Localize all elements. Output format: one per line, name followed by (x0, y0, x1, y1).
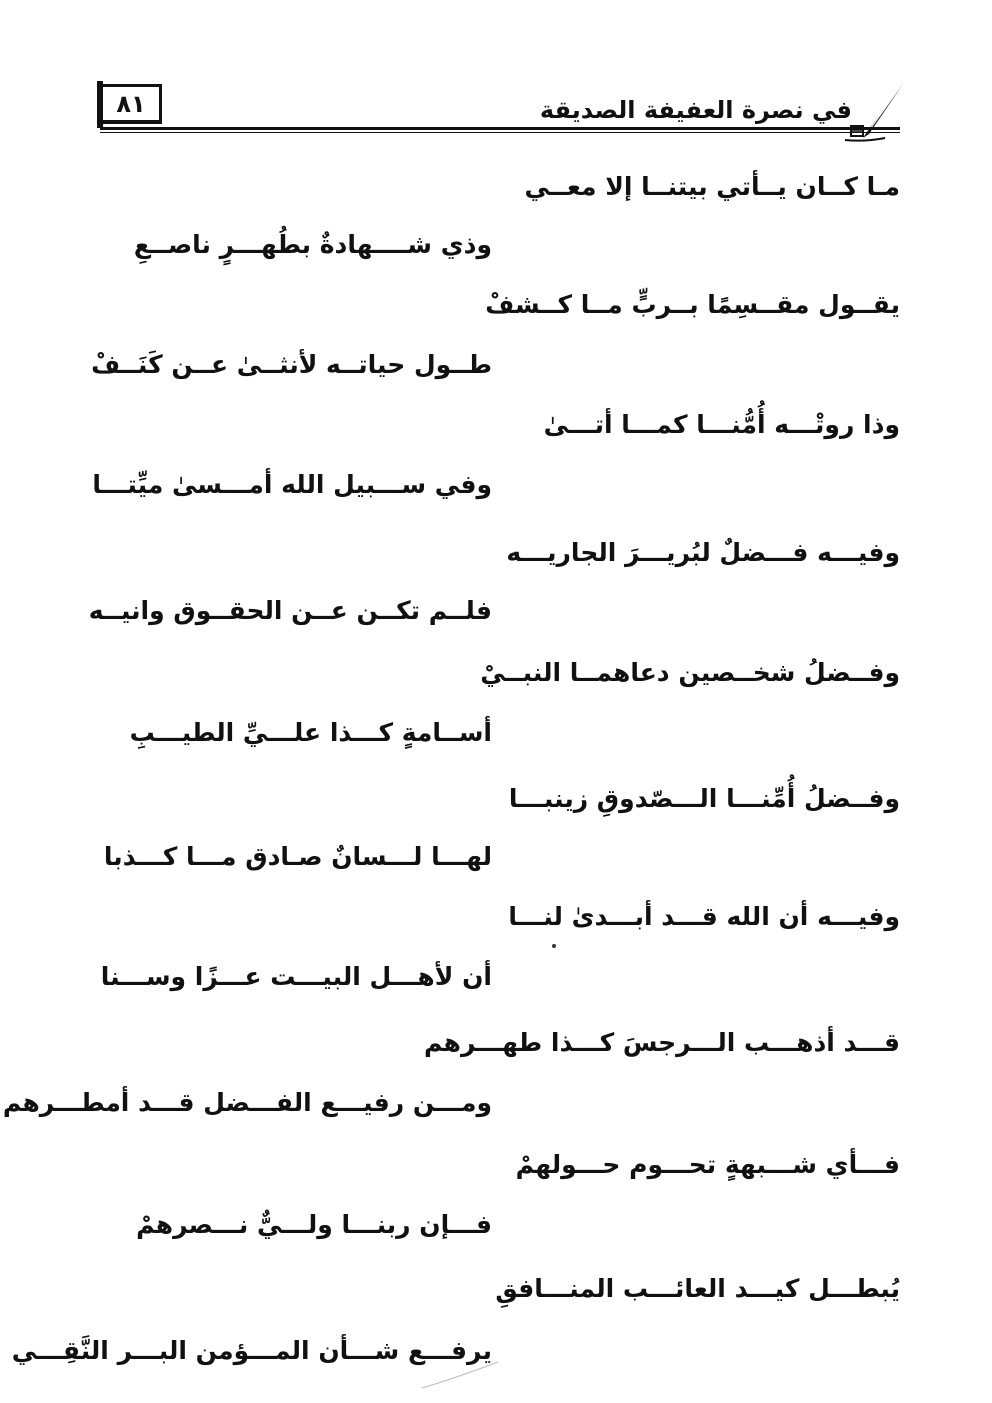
verse-line: مـا كــان يــأتي بيتنــا إلا معــي (524, 172, 900, 201)
verse-line: فـــأي شـــبهةٍ تحـــوم حـــولهمْ (515, 1150, 900, 1179)
verse-line: وفيـــه فـــضلٌ لبُريـــرَ الجاريـــه (506, 538, 900, 567)
book-title: في نصرة العفيفة الصديقة (539, 96, 852, 124)
verse-line: ومـــن رفيـــع الفـــضل قـــد أمطـــرهم (2, 1088, 492, 1117)
verse-line: أن لأهـــل البيـــت عـــزًا وســـنا (100, 962, 492, 991)
ink-dot (552, 944, 556, 948)
verse-line: فلــم تكــن عــن الحقــوق وانيــه (88, 596, 492, 625)
verse-line: وذي شــــهادةٌ بطُهـــرٍ ناصــعِ (133, 230, 492, 259)
verse-line: وذا روتْـــه أُمُّنـــا كمـــا أتـــىٰ (543, 410, 900, 439)
quill-pen-icon (845, 82, 905, 144)
verse-line: وفيـــه أن الله قـــد أبـــدىٰ لنـــا (508, 902, 900, 931)
scan-artifact-curve (420, 1360, 500, 1390)
verse-line: يرفـــع شـــأن المـــؤمن البـــر النَّقِـــي (11, 1336, 492, 1365)
verse-line: فـــإن ربنـــا ولـــيٌّ نـــصرهمْ (136, 1210, 492, 1239)
verse-line: أســامةٍ كـــذا علـــيِّ الطيـــبِ (129, 718, 492, 747)
verse-line: طــول حياتــه لأنثــىٰ عــن كَنَــفْ (91, 350, 492, 379)
verse-line: يُبطـــل كيـــد العائـــب المنـــافقِ (495, 1274, 900, 1303)
header-rule-thin (100, 132, 900, 133)
verse-line: وفي ســـبيل الله أمـــسىٰ ميِّتـــا (92, 470, 492, 499)
verse-line: يقــول مقــسِمًا بــربٍّ مــا كــشفْ (485, 290, 900, 319)
page-number-box (100, 84, 162, 124)
verse-line: قـــد أذهـــب الـــرجسَ كـــذا طهـــرهم (424, 1028, 900, 1057)
verse-line: لهـــا لـــسانٌ صـادق مـــا كـــذبا (103, 842, 492, 871)
verse-line: وفــضلُ شخــصين دعاهمــا النبــيْ (480, 658, 900, 687)
verse-line: وفــضلُ أُمِّنـــا الـــصّدوقِ زينبـــا (508, 784, 900, 813)
page-number: ٨١ (116, 89, 146, 118)
header-rule (100, 127, 900, 130)
